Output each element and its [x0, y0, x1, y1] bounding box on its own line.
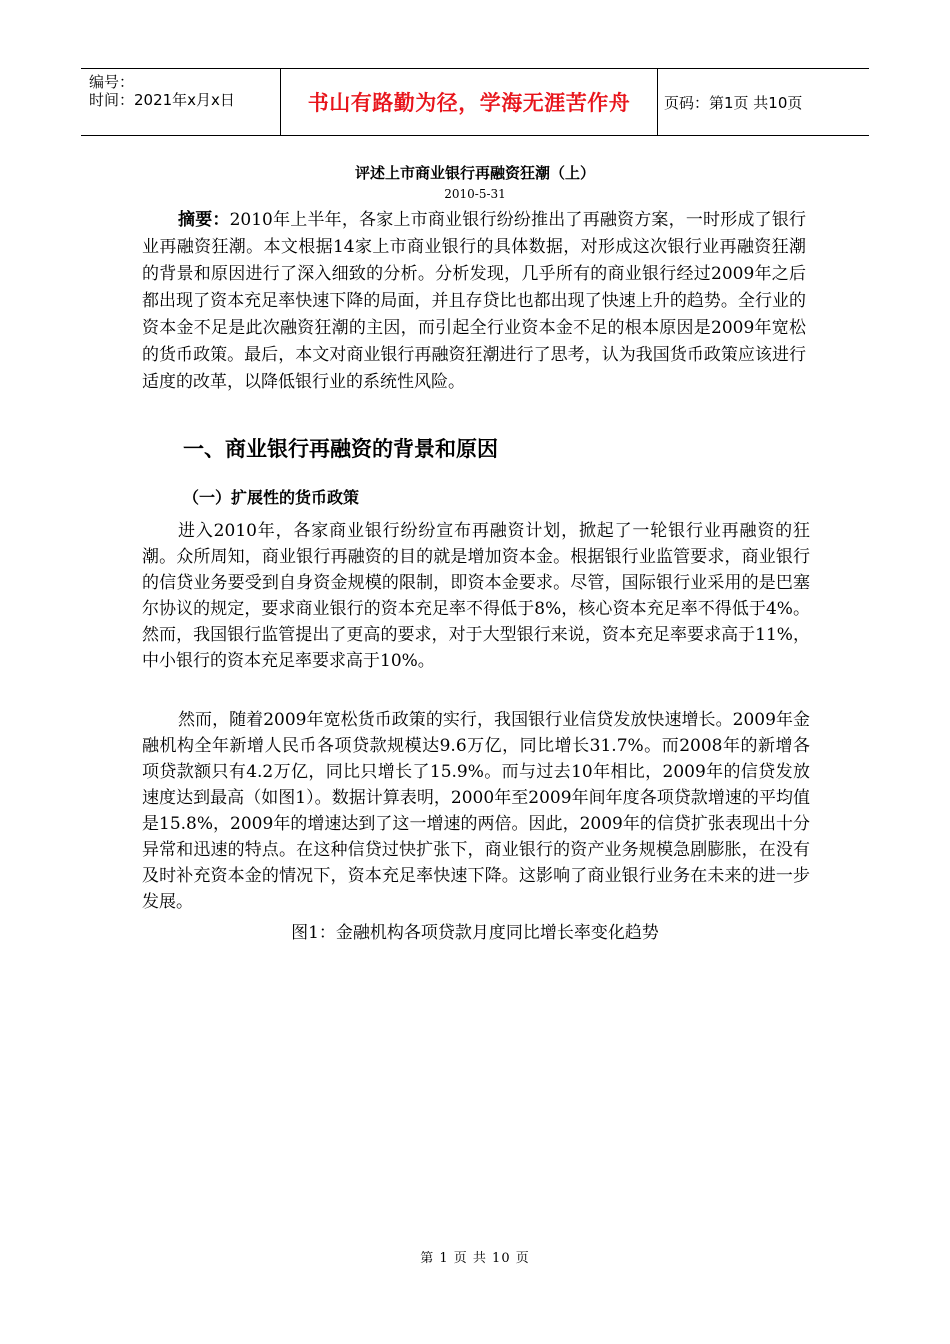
abstract	[142, 207, 806, 396]
page-footer: 第 1 页 共 10 页	[420, 1251, 530, 1266]
header-page-info: 页码：第1页 共10页	[664, 93, 803, 112]
number-label: 编号：	[89, 73, 135, 91]
section-heading: 一、商业银行再融资的背景和原因	[183, 437, 498, 461]
header-motto: 书山有路勤为径，学海无涯苦作舟	[281, 69, 658, 135]
document-header	[81, 68, 869, 136]
body-paragraph-1: 进入2010年，各家商业银行纷纷宣布再融资计划，掀起了一轮银行业再融资的狂潮。众所周知，商业银行再融资的目的就是增加资本金。根据银行业监管要求，商业银行的信贷业务要受到自身资金规模的限制，即资本金要求。尽管，国际银行业采用的是巴塞尔协议的规定，要求商业银行的资本充足率不得低于8%，核心资本充足率不得低于4%。然而，我国银行监管提出了更高的要求，对于大型银行来说，资本充足率要求高于11%，中小银行的资本充足率要求高于10%。	[142, 521, 810, 671]
document-title: 评述上市商业银行再融资狂潮（上）	[354, 164, 595, 182]
subsection-heading: （一）扩展性的货币政策	[183, 488, 360, 507]
body-paragraph-2: 然而，随着2009年宽松货币政策的实行，我国银行业信贷发放快速增长。2009年金融机构全年新增人民币各项贷款规模达9.6万亿，同比增长31.7%。而2008年的新增各项贷款额只有4.2万亿，同比只增长了15.9%。而与过去10年相比，2009年的信贷发放速度达到最高（如图1）。数据计算表明，2000年至2009年间年度各项贷款增速的平均值是15.8%，2009年的增速达到了这一增速的两倍。因此，2009年的信贷扩张表现出十分异常和迅速的特点。在这种信贷过快扩张下，商业银行的资产业务规模急剧膨胀，在没有及时补充资本金的情况下，资本充足率快速下降。这影响了商业银行业务在未来的进一步发展。	[142, 710, 810, 912]
document-date: 2010-5-31	[444, 187, 506, 201]
abstract-label: 摘要：	[178, 210, 230, 230]
header-meta-cell	[81, 69, 281, 135]
abstract-text: 2010年上半年，各家上市商业银行纷纷推出了再融资方案，一时形成了银行业再融资狂潮。本文根据14家上市商业银行的具体数据，对形成这次银行业再融资狂潮的背景和原因进行了深入细致的分析。分析发现，几乎所有的商业银行经过2009年之后都出现了资本充足率快速下降的局面，并且存贷比也都出现了快速上升的趋势。全行业的资本金不足是此次融资狂潮的主因，而引起全行业资本金不足的根本原因是2009年宽松的货币政策。最后，本文对商业银行再融资狂潮进行了思考，认为我国货币政策应该进行适度的改革，以降低银行业的系统性风险。	[142, 210, 807, 392]
figure-caption: 图1：金融机构各项贷款月度同比增长率变化趋势	[291, 923, 659, 943]
time-label: 时间：2021年x月x日	[89, 91, 235, 109]
